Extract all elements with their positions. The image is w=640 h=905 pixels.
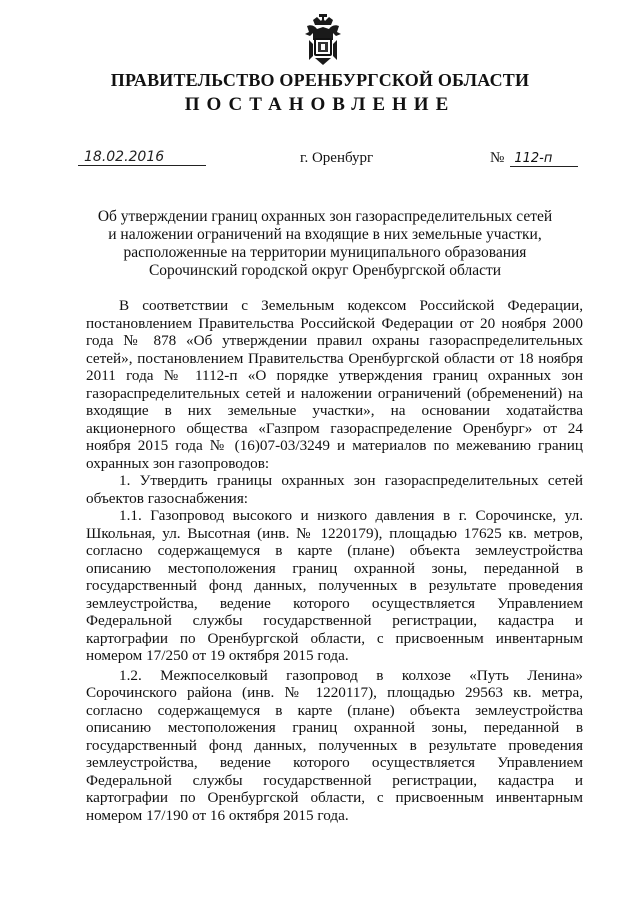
document-title xyxy=(80,208,570,280)
document-number-field xyxy=(490,150,578,167)
government-name: ПРАВИТЕЛЬСТВО ОРЕНБУРГСКОЙ ОБЛАСТИ xyxy=(110,70,530,90)
document-body xyxy=(86,297,583,824)
title-line: расположенные на территории муниципального образования xyxy=(123,244,527,261)
document-date: 18.02.2016 xyxy=(78,149,206,166)
title-line: Сорочинский городской округ Оренбургской области xyxy=(148,262,502,279)
number-label: № xyxy=(490,150,505,166)
clause-1: 1. Утвердить границы охранных зон газораспределительных сетей объектов газоснабжения: xyxy=(86,472,583,507)
document-type: ПОСТАНОВЛЕНИЕ xyxy=(184,94,456,115)
document-number: 112-п xyxy=(510,151,578,167)
clause-1-2: 1.2. Межпоселковый газопровод в колхозе «Путь Ленина» Сорочинского района (инв. № 1220117), площадью 29563 кв. метра, согласно содержащемуся в карте (плане) объекта землеустройства описанию местоположения границ охранной зоны, переданной в государственный фонд данных, полученных в результате проведения землеустройства, ведение которого осуществляется Управлением Федеральной службы государственной регистрации, кадастра и картографии по Оренбургской области, с присвоенным инвентарным номером 17/190 от 16 октября 2015 года. xyxy=(86,666,583,824)
title-line: и наложении ограничений на входящие в них земельные участки, xyxy=(108,226,542,243)
coat-of-arms-icon xyxy=(303,14,343,66)
title-line: Об утверждении границ охранных зон газораспределительных сетей xyxy=(97,208,553,225)
preamble-paragraph: В соответствии с Земельным кодексом Российской Федерации, постановлением Правительства Российской Федерации от 20 ноября 2000 года № 878 «Об утверждении правил охраны газораспределительных сетей», постановлением Правительства Оренбургской области от 18 ноября 2011 года № 1112-п «О порядке утверждения границ охранных зон газораспределительных сетей и наложении ограничений (обременений) на входящие в них земельные участки», на основании ходатайства акционерного общества «Газпром газораспределение Оренбург» от 24 ноября 2015 года № (16)07-03/3249 и материалов по межеванию границ охранных зон газопроводов: xyxy=(86,297,583,472)
clause-1-1: 1.1. Газопровод высокого и низкого давления в г. Сорочинске, ул. Школьная, ул. Высотная (инв. № 1220179), площадью 17625 кв. метров, согласно содержащемуся в карте (плане) объекта землеустройства описанию местоположения границ охранной зоны, переданной в государственный фонд данных, полученных в результате проведения землеустройства, ведение которого осуществляется Управлением Федеральной службы государственной регистрации, кадастра и картографии по Оренбургской области, с присвоенным инвентарным номером 17/250 от 19 октября 2015 года. xyxy=(86,507,583,664)
document-city: г. Оренбург xyxy=(300,150,374,166)
